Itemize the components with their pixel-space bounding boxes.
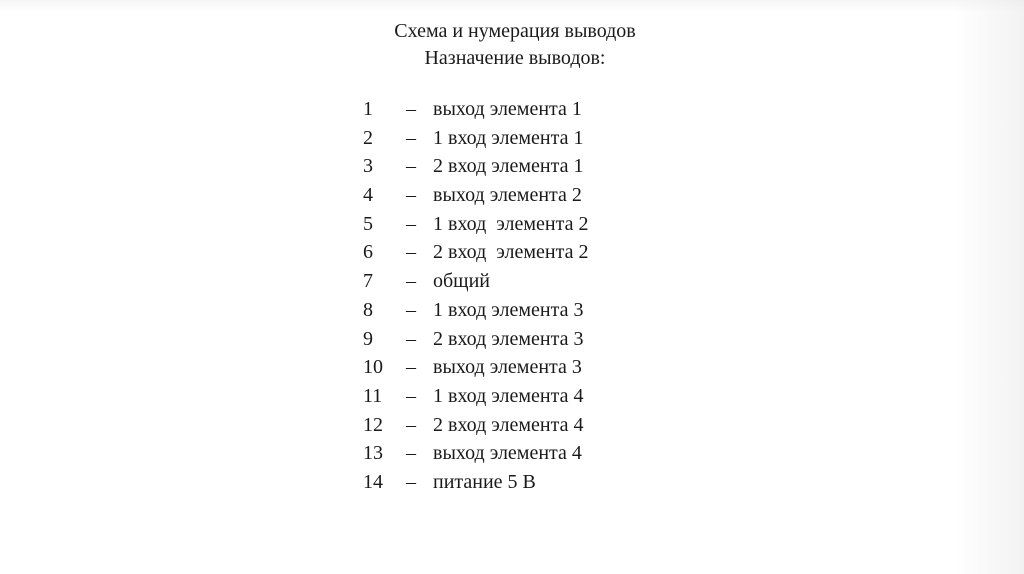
pin-description: 2 вход элемента 2 — [433, 241, 589, 264]
list-item — [363, 95, 683, 124]
pin-description: 2 вход элемента 3 — [433, 327, 584, 350]
pin-separator: – — [406, 270, 416, 293]
list-item — [363, 382, 683, 411]
list-item — [363, 325, 683, 354]
list-item — [363, 267, 683, 296]
page-subtitle: Назначение выводов: — [424, 47, 606, 69]
pin-separator: – — [406, 241, 416, 264]
title-block — [300, 18, 730, 72]
right-edge-shade — [954, 0, 1024, 574]
pin-description: выход элемента 4 — [433, 442, 582, 465]
list-item — [363, 439, 683, 468]
pin-number: 3 — [363, 155, 373, 178]
pin-separator: – — [406, 155, 416, 178]
pin-number: 7 — [363, 270, 373, 293]
pin-separator: – — [406, 212, 416, 235]
pin-number: 6 — [363, 241, 373, 264]
pin-assignment-list — [363, 95, 683, 497]
pin-separator: – — [406, 126, 416, 149]
pin-separator: – — [406, 98, 416, 120]
pin-number: 11 — [363, 384, 383, 407]
pin-description: выход элемента 3 — [433, 356, 582, 379]
list-item — [363, 124, 683, 153]
list-item — [363, 468, 683, 497]
pin-separator: – — [406, 413, 416, 436]
pin-number: 12 — [363, 413, 383, 436]
pin-number: 2 — [363, 126, 373, 149]
pin-separator: – — [406, 356, 416, 379]
pin-description: 1 вход элемента 4 — [433, 384, 584, 407]
list-item — [363, 353, 683, 382]
pin-description: 1 вход элемента 1 — [433, 126, 584, 149]
pin-number: 14 — [363, 470, 383, 493]
pin-separator: – — [406, 384, 416, 407]
pin-description: общий — [433, 270, 490, 293]
list-item — [363, 210, 683, 239]
pin-number: 4 — [363, 184, 373, 207]
pin-number: 9 — [363, 327, 373, 350]
list-item — [363, 152, 683, 181]
pin-number: 1 — [363, 98, 373, 120]
pin-separator: – — [406, 298, 416, 321]
pin-number: 8 — [363, 298, 373, 321]
pin-description: 2 вход элемента 1 — [433, 155, 584, 178]
pin-description: 1 вход элемента 2 — [433, 212, 589, 235]
pin-separator: – — [406, 327, 416, 350]
pin-description: 1 вход элемента 3 — [433, 298, 584, 321]
pin-separator: – — [406, 470, 416, 493]
list-item — [363, 296, 683, 325]
pin-description: питание 5 В — [433, 470, 536, 493]
list-item — [363, 238, 683, 267]
list-item — [363, 411, 683, 440]
pin-separator: – — [406, 184, 416, 207]
list-item — [363, 181, 683, 210]
pin-separator: – — [406, 442, 416, 465]
page-title: Схема и нумерация выводов — [394, 20, 636, 42]
pin-description: 2 вход элемента 4 — [433, 413, 584, 436]
top-shade — [0, 0, 1024, 12]
pin-description: выход элемента 1 — [433, 98, 582, 120]
pin-number: 10 — [363, 356, 383, 379]
pin-number: 13 — [363, 442, 383, 465]
pin-description: выход элемента 2 — [433, 184, 582, 207]
pin-number: 5 — [363, 212, 373, 235]
